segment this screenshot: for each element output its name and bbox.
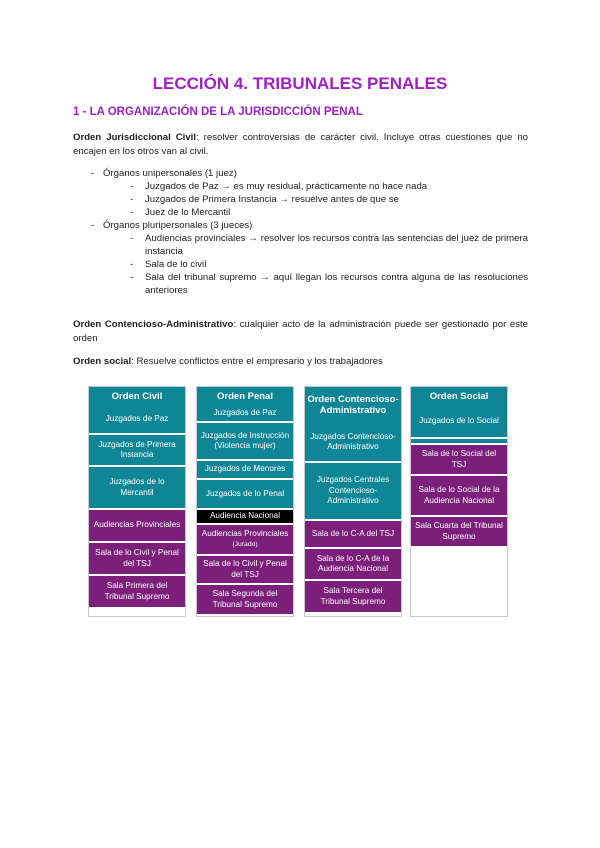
chart-cell: Sala Cuarta del Tribunal Supremo bbox=[411, 517, 507, 548]
chart-cell: Juzgados de Instrucción (Violencia mujer) bbox=[197, 423, 293, 461]
chart-cell: Sala Tercera del Tribunal Supremo bbox=[305, 581, 401, 614]
chart-cell: Sala de lo C-A del TSJ bbox=[305, 521, 401, 549]
organos-pluripersonales: Órganos pluripersonales (3 jueces) bbox=[103, 220, 253, 231]
column-header: Orden Penal bbox=[197, 387, 293, 405]
column-orden-civil bbox=[88, 386, 186, 617]
list-item: - Juzgados de Paz → es muy residual, prácticamente no hace nada bbox=[103, 180, 528, 193]
chart-cell: Audiencias Provinciales bbox=[89, 510, 185, 543]
column-header: Orden Civil bbox=[89, 387, 185, 405]
chart-cell bbox=[197, 525, 293, 556]
list-item: - Sala de lo civil bbox=[103, 258, 528, 271]
column-orden-social bbox=[410, 386, 508, 617]
unipersonales-sublist bbox=[103, 180, 528, 219]
paragraph-orden-contencioso bbox=[73, 318, 528, 346]
column-orden-contencioso bbox=[304, 386, 402, 617]
chart-cell: Juzgados de lo Mercantil bbox=[89, 467, 185, 510]
chart-cell: Sala Segunda del Tribunal Supremo bbox=[197, 585, 293, 616]
chart-cell: Juzgados de Paz bbox=[197, 405, 293, 423]
cell-note: (Jurado) bbox=[232, 541, 258, 548]
chart-cell-text bbox=[200, 529, 290, 551]
chart-cell: Sala de lo Social de la Audiencia Nacional bbox=[411, 476, 507, 517]
orden-social-text: : Resuelve conflictos entre el empresario y los trabajadores bbox=[131, 356, 383, 367]
chart-cell: Sala de lo Civil y Penal del TSJ bbox=[89, 543, 185, 576]
orden-contencioso-label: Orden Contencioso-Administrativo bbox=[73, 319, 234, 330]
list-item: - Juzgados de Primera Instancia → resuelve antes de que se bbox=[103, 193, 528, 206]
list-item bbox=[73, 219, 528, 297]
chart-cell: Sala de lo C-A de la Audiencia Nacional bbox=[305, 549, 401, 581]
list-item: - Juez de lo Mercantil bbox=[103, 206, 528, 219]
paragraph-orden-civil bbox=[73, 131, 528, 159]
column-header: Orden Contencioso-Administrativo bbox=[305, 387, 401, 423]
list-item bbox=[73, 167, 528, 219]
chart-cell: Sala de lo Civil y Penal del TSJ bbox=[197, 556, 293, 585]
column-header: Orden Social bbox=[411, 387, 507, 405]
chart-cell: Juzgados de Paz bbox=[89, 405, 185, 435]
orden-social-label: Orden social bbox=[73, 356, 132, 367]
list-item: - Sala del tribunal supremo → aquí llegan los recursos contra alguna de las resoluciones anteriores bbox=[103, 271, 528, 297]
jurisdiction-org-chart bbox=[88, 386, 512, 618]
organos-unipersonales: Órganos unipersonales (1 juez) bbox=[103, 168, 237, 179]
chart-cell: Sala de lo Social del TSJ bbox=[411, 445, 507, 476]
page-title: LECCIÓN 4. TRIBUNALES PENALES bbox=[152, 74, 448, 93]
cell-main-text: Audiencias Provinciales bbox=[201, 528, 289, 538]
orden-civil-label: Orden Jurisdiccional Civil bbox=[73, 132, 197, 143]
chart-cell: Juzgados de Primera Instancia bbox=[89, 435, 185, 467]
list-item: - Audiencias provinciales → resolver los recursos contra las sentencias del juez de primera instancia bbox=[103, 232, 528, 258]
chart-cell: Juzgados Centrales Contencioso-Administrativo bbox=[305, 463, 401, 521]
chart-cell: Juzgados de lo Social bbox=[411, 405, 507, 439]
chart-cell: Sala Primera del Tribunal Supremo bbox=[89, 576, 185, 609]
chart-cell: Juzgados de Menores bbox=[197, 461, 293, 480]
pluripersonales-sublist bbox=[103, 232, 528, 297]
organos-list bbox=[73, 167, 528, 297]
orden-civil-text: : resolver controversias de carácter civil. Incluye otras cuestiones que no encajen en los otros van al civil. bbox=[73, 132, 529, 157]
chart-cell: Juzgados de lo Penal bbox=[197, 480, 293, 510]
chart-cell: Audiencia Nacional bbox=[197, 510, 293, 525]
orden-contencioso-text: : cualquier acto de la administración puede ser gestionado por este orden bbox=[73, 319, 528, 344]
section-heading: 1 - LA ORGANIZACIÓN DE LA JURISDICCIÓN PENAL bbox=[73, 106, 363, 118]
chart-cell: Juzgados Contencioso-Administrativo bbox=[305, 423, 401, 463]
paragraph-orden-social bbox=[73, 355, 528, 369]
column-orden-penal bbox=[196, 386, 294, 617]
